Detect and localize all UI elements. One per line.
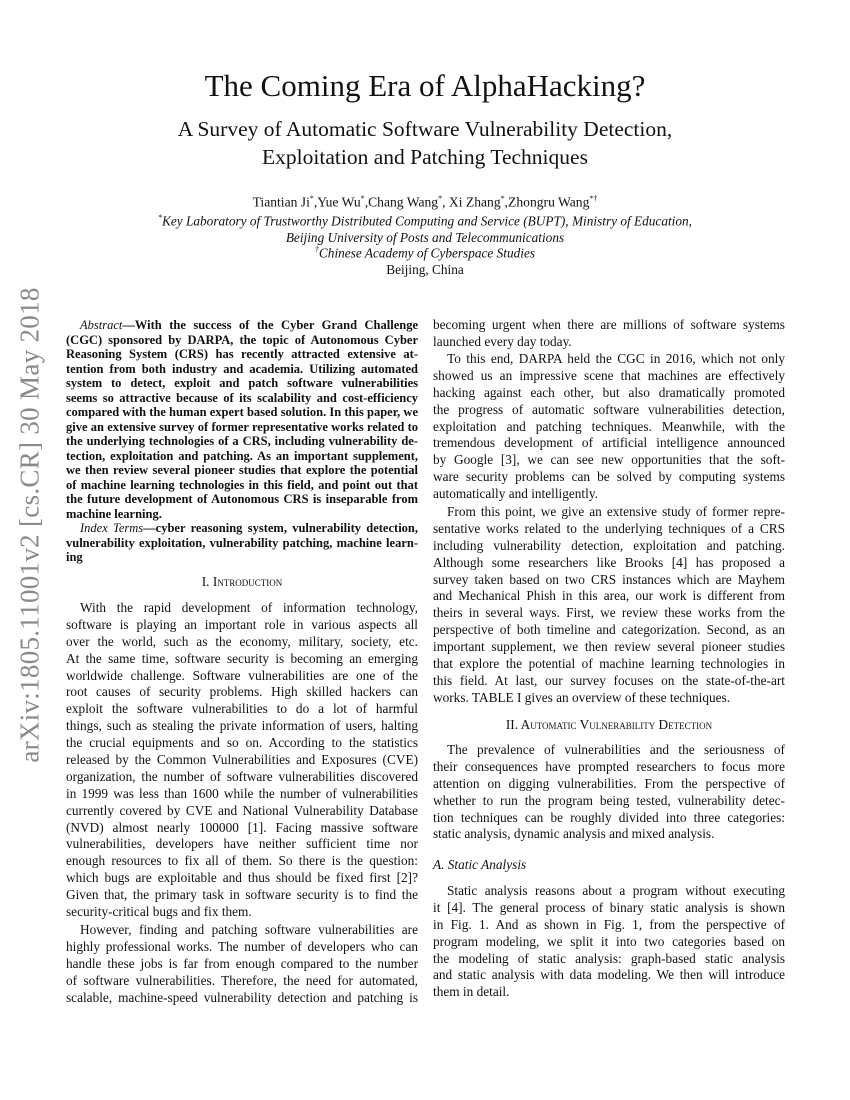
text-line — [66, 803, 418, 820]
text-line — [66, 376, 418, 391]
text-line — [66, 492, 418, 507]
text-line — [66, 820, 418, 837]
text-line — [66, 449, 418, 464]
line-text: compared with the human expert based solution. In this paper, we — [66, 405, 418, 419]
text-line — [66, 939, 418, 956]
text-line — [433, 605, 785, 622]
line-text: sentative works related to the underlying techniques of a CRS — [433, 520, 785, 536]
text-line — [66, 507, 418, 522]
line-text: To this end, DARPA held the CGC in 2016, which not only — [447, 351, 785, 366]
line-text: At the same time, software security is becoming an emerging — [66, 650, 418, 666]
author-affiliation-mark: * — [309, 194, 314, 203]
line-text: With the rapid development of information technology, — [80, 600, 418, 615]
line-text: Given that, the primary task in software security is to find the — [66, 887, 418, 903]
line-text: software is playing an important role in various aspects all — [66, 616, 418, 632]
subsection-heading-static-analysis: A. Static Analysis — [433, 857, 527, 872]
text-line — [66, 333, 418, 348]
author-name: Zhongru Wang — [508, 194, 590, 210]
paragraph — [433, 504, 785, 707]
text-line — [433, 967, 785, 984]
line-text: the crucial equipments and so on. According to the statistics — [66, 735, 418, 751]
line-text: important supplement, we then review several pioneer studies — [433, 639, 785, 655]
line-text: whether to run the program being tested, vulnerability detec- — [433, 792, 785, 808]
text-line — [433, 351, 785, 368]
line-text: exploit the software vulnerabilities to do a lot of harmful — [66, 701, 418, 717]
line-text: which bugs are exploitable and thus should be fixed first [2]? — [66, 870, 418, 886]
author-affiliation-mark: * — [360, 194, 365, 203]
text-line — [66, 904, 418, 921]
text-line — [433, 793, 785, 810]
text-line — [66, 853, 418, 870]
text-line — [66, 463, 418, 478]
paragraph — [433, 883, 785, 1001]
text-line — [433, 469, 785, 486]
line-text: works. TABLE I gives an overview of these techniques. — [433, 689, 731, 705]
line-text: ware security problems can be solved by computing systems — [433, 469, 785, 485]
affiliation-2-text: Chinese Academy of Cyberspace Studies — [318, 245, 536, 261]
line-text: released by the Common Vulnerabilities and Exposures (CVE) — [66, 752, 418, 768]
text-line — [66, 735, 418, 752]
text-line — [66, 391, 418, 406]
text-line — [66, 786, 418, 803]
text-line — [433, 486, 785, 503]
line-text: becoming urgent when there are millions of software systems — [433, 317, 785, 332]
text-line — [433, 900, 785, 917]
line-text: (NVD) almost nearly 100000 [1]. Facing massive software — [66, 819, 418, 835]
text-line — [66, 973, 418, 990]
text-line — [66, 478, 418, 493]
author-list: Tiantian Ji*,Yue Wu*,Chang Wang*, Xi Zhang*,Zhongru Wang*† — [252, 194, 598, 210]
paragraph — [66, 600, 418, 921]
line-text: the underlying technologies of a CRS, including vulnerability de- — [66, 434, 418, 448]
index-terms — [66, 521, 418, 565]
line-text: worldwide challenge. Software vulnerabilities are one of the — [66, 667, 418, 683]
line-text: security-critical bugs and fix them. — [66, 904, 252, 920]
text-line — [433, 368, 785, 385]
text-line — [66, 990, 418, 1007]
line-text: handle these jobs is far from enough compared to the number — [66, 955, 418, 971]
author-affiliation-mark: *† — [589, 194, 598, 203]
text-line — [433, 402, 785, 419]
line-text: over the world, such as the economy, military, society, etc. — [66, 633, 418, 649]
text-line — [66, 668, 418, 685]
line-text: the progress of automatic software vulnerabilities detection, — [433, 401, 785, 417]
line-text: them in detail. — [433, 984, 510, 1000]
text-line — [433, 826, 785, 843]
text-line — [433, 656, 785, 673]
affiliation-mark: * — [157, 213, 162, 222]
line-text: static analysis, dynamic analysis and mixed analysis. — [433, 826, 715, 842]
text-line — [433, 504, 785, 521]
line-text: tection, exploitation and patching. As an important supplement, — [66, 448, 418, 463]
line-text: automatically and intelligently. — [433, 486, 598, 502]
text-line — [66, 420, 418, 435]
line-text: ing — [66, 550, 83, 564]
text-line — [433, 334, 785, 351]
line-text: the future development of Autonomous CRS is inseparable from — [66, 492, 418, 506]
lead-label: Abstract — [80, 318, 123, 332]
text-line — [433, 555, 785, 572]
line-text: vulnerabilities, developers have neither sufficient time nor — [66, 836, 418, 852]
line-text: of software vulnerabilities. Therefore, the need for automated, — [66, 972, 418, 988]
line-text: including vulnerability detection, exploitation and patching. — [433, 537, 785, 553]
line-text: tion techniques can be roughly divided into three categories: — [433, 809, 785, 825]
text-line — [433, 690, 785, 707]
text-line — [66, 521, 418, 536]
text-line — [66, 887, 418, 904]
text-line — [66, 617, 418, 634]
abstract — [66, 318, 418, 565]
text-line — [66, 922, 418, 939]
paper-title: The Coming Era of AlphaHacking? — [204, 68, 646, 103]
line-text: Static analysis reasons about a program without executing — [447, 883, 785, 898]
line-text: launched every day today. — [433, 333, 572, 349]
text-line — [433, 588, 785, 605]
line-text: enough resources to fix all of them. So there is the question: — [66, 853, 418, 869]
paragraph — [433, 742, 785, 843]
line-text: and Mechanical Phish in this area, our work is different from — [433, 588, 785, 604]
text-line — [433, 385, 785, 402]
text-line — [433, 951, 785, 968]
text-line — [433, 622, 785, 639]
text-line — [66, 684, 418, 701]
affiliation-mark: † — [314, 245, 319, 254]
line-text: Although some researchers like Brooks [4] has proposed a — [433, 554, 785, 570]
author-name: Chang Wang — [368, 194, 439, 210]
line-text: However, finding and patching software vulnerabilities are — [80, 922, 418, 937]
line-text: and static analysis with data modeling. We then will introduce — [433, 967, 785, 983]
text-line — [433, 452, 785, 469]
line-text: From this point, we give an extensive study of former repre- — [447, 504, 785, 519]
text-line — [66, 347, 418, 362]
line-text: in Fig. 1. And as shown in Fig. 1, from the perspective of — [433, 916, 785, 932]
text-line — [433, 317, 785, 334]
line-text: hacking against each other, but also dramatically promoted — [433, 384, 785, 400]
line-text: organization, the number of software vulnerabilities discovered — [66, 768, 418, 784]
author-name: Yue Wu — [317, 194, 361, 210]
line-text: that explore the potential of machine learning technologies in — [433, 656, 785, 672]
affiliation-1 — [0, 213, 850, 229]
text-line — [433, 776, 785, 793]
text-line — [433, 538, 785, 555]
line-text: of machine learning technologies in this field, and point out that — [66, 477, 418, 492]
paragraph — [66, 922, 418, 1006]
text-line — [66, 718, 418, 735]
line-text: we then review several pioneer studies that explore the potential — [66, 463, 418, 477]
text-line — [66, 634, 418, 651]
line-text: program modeling, we split it into two categories based on — [433, 933, 785, 949]
text-line — [66, 701, 418, 718]
line-text: root causes of security problems. High skilled hackers can — [66, 684, 418, 700]
lead-label: Index Terms — [80, 521, 144, 535]
author-affiliation-mark: * — [438, 194, 443, 203]
author-affiliation-mark: * — [500, 194, 505, 203]
text-line — [66, 434, 418, 449]
line-text: vulnerability exploitation, vulnerability patching, machine learn- — [66, 535, 418, 550]
line-text: tention from both industry and academia. Utilizing automated — [66, 361, 418, 376]
affiliation-2 — [0, 245, 850, 261]
line-text: showed us an impressive scene that machines are effectively — [433, 367, 785, 383]
line-text: survey taken based on two CRS instances which are Mayhem — [433, 571, 785, 587]
text-line — [66, 362, 418, 377]
text-line — [66, 870, 418, 887]
line-text: —With the success of the Cyber Grand Challenge — [122, 318, 418, 332]
paper-subtitle-line1: A Survey of Automatic Software Vulnerability Detection, — [177, 117, 673, 141]
line-text: this field. At last, our survey focuses on the state-of-the-art — [433, 672, 785, 688]
line-text: it [4]. The general process of binary static analysis is shown — [433, 899, 785, 915]
arxiv-identifier-watermark: arXiv:1805.11001v2 [cs.CR] 30 May 2018 — [14, 287, 45, 763]
line-text: theirs in several ways. First, we review these works from the — [433, 605, 785, 621]
text-line — [433, 810, 785, 827]
affiliation-1-university: Beijing University of Posts and Telecommunications — [285, 230, 565, 245]
line-text: machine learning. — [66, 506, 162, 521]
section-heading-vulnerability-detection: II. Automatic Vulnerability Detection — [505, 717, 713, 732]
paragraph — [433, 351, 785, 503]
text-line — [433, 639, 785, 656]
line-text: system to detect, exploit and patch software vulnerabilities — [66, 376, 418, 390]
line-text: perspective of both timeline and categorization. Second, as an — [433, 622, 785, 638]
line-text: exploitation and patching techniques. Meanwhile, with the — [433, 418, 785, 434]
line-text: seems so attractive because of its scalability and cost-efficiency — [66, 390, 418, 405]
text-line — [66, 536, 418, 551]
line-text: scalable, machine-speed vulnerability detection and patching is — [66, 989, 418, 1005]
text-line — [66, 651, 418, 668]
text-line — [66, 752, 418, 769]
text-line — [66, 405, 418, 420]
text-line — [66, 956, 418, 973]
line-text: things, such as stealing the private information of users, halting — [66, 718, 418, 734]
text-line — [66, 318, 418, 333]
paragraph — [433, 317, 785, 351]
text-line — [66, 769, 418, 786]
line-text: The prevalence of vulnerabilities and the seriousness of — [447, 742, 785, 757]
text-line — [433, 572, 785, 589]
author-name: Xi Zhang — [445, 194, 501, 210]
text-line — [433, 917, 785, 934]
author-name: Tiantian Ji — [252, 194, 310, 210]
text-line — [433, 673, 785, 690]
line-text: attention on digging vulnerabilities. From the perspective of — [433, 775, 785, 791]
line-text: by Google [3], we can see new opportunities that the soft- — [433, 452, 785, 468]
line-text: in 1999 was less than 1600 while the number of vulnerabilities — [66, 785, 418, 801]
abstract-text — [66, 318, 418, 521]
line-text: currently covered by CVE and National Vulnerability Database — [66, 802, 418, 818]
text-line — [433, 934, 785, 951]
text-line — [433, 419, 785, 436]
text-line — [66, 836, 418, 853]
text-line — [433, 435, 785, 452]
line-text: —cyber reasoning system, vulnerability detection, — [143, 521, 418, 535]
location: Beijing, China — [386, 262, 464, 277]
line-text: (CGC) sponsored by DARPA, the topic of Autonomous Cyber — [66, 332, 418, 347]
text-line — [66, 600, 418, 617]
affiliation-1-text: Key Laboratory of Trustworthy Distributed Computing and Service (BUPT), Ministry of Education, — [161, 213, 692, 229]
line-text: the modeling of static analysis: graph-based static analysis — [433, 950, 785, 966]
text-line — [433, 742, 785, 759]
text-line — [66, 550, 418, 565]
section-heading-introduction: I. Introduction — [201, 574, 283, 589]
text-line — [433, 521, 785, 538]
line-text: their consequences have prompted researchers to focus more — [433, 758, 785, 774]
line-text: give an extensive survey of former representative works related to — [66, 419, 418, 434]
paper-subtitle-line2: Exploitation and Patching Techniques — [262, 145, 588, 169]
text-line — [433, 883, 785, 900]
text-line — [433, 759, 785, 776]
line-text: tremendous development of artificial intelligence announced — [433, 435, 785, 451]
line-text: highly professional works. The number of developers who can — [66, 938, 418, 954]
line-text: Reasoning System (CRS) has recently attracted extensive at- — [66, 347, 418, 361]
text-line — [433, 984, 785, 1001]
